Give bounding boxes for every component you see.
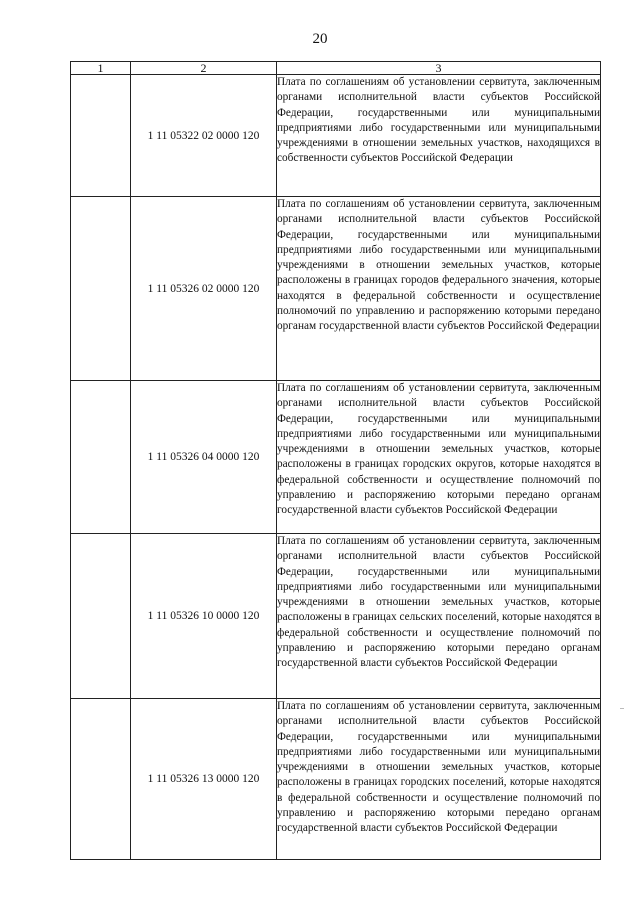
- revenue-description: Плата по соглашениям об установлении сервитута, заключенным органами исполнительной власти субъектов Российской Федерации, государственными или муниципальными предприятиями либо государственными или муниципальными учреждениями в отношении земельных участков, которые расположены в границах городов федерального значения, которые находятся в федеральной собственности и осуществление полномочий по управлению и распоряжению которыми передано органам государственной власти субъектов Российской Федерации: [277, 197, 601, 381]
- revenue-code: 1 11 05326 13 0000 120: [131, 699, 277, 860]
- table-header-row: [71, 62, 601, 75]
- column-header-3: 3: [277, 62, 601, 75]
- revenue-codes-table: [70, 61, 601, 860]
- table-row: [71, 699, 601, 860]
- revenue-code: 1 11 05322 02 0000 120: [131, 75, 277, 197]
- revenue-code: 1 11 05326 02 0000 120: [131, 197, 277, 381]
- revenue-code: 1 11 05326 10 0000 120: [131, 534, 277, 699]
- row-col1-cell: [71, 534, 131, 699]
- revenue-code: 1 11 05326 04 0000 120: [131, 381, 277, 534]
- table-row: [71, 197, 601, 381]
- revenue-description: Плата по соглашениям об установлении сервитута, заключенным органами исполнительной власти субъектов Российской Федерации, государственными или муниципальными предприятиями либо государственными или муниципальными учреждениями в отношении земельных участков, которые расположены в границах городских поселений, которые находятся в федеральной собственности и осуществление полномочий по управлению и распоряжению которыми передано органам государственной власти субъектов Российской Федерации: [277, 699, 601, 860]
- table-row: [71, 75, 601, 197]
- page-number: 20: [312, 31, 328, 47]
- row-col1-cell: [71, 381, 131, 534]
- revenue-description: Плата по соглашениям об установлении сервитута, заключенным органами исполнительной власти субъектов Российской Федерации, государственными или муниципальными предприятиями либо государственными или муниципальными учреждениями в отношении земельных участков, которые расположены в границах городских округов, которые находятся в федеральной собственности и осуществление полномочий по управлению и распоряжению которыми передано органам государственной власти субъектов Российской Федерации: [277, 381, 601, 534]
- margin-mark: [620, 708, 624, 709]
- column-header-1: 1: [71, 62, 131, 75]
- column-header-2: 2: [131, 62, 277, 75]
- row-col1-cell: [71, 197, 131, 381]
- revenue-description: Плата по соглашениям об установлении сервитута, заключенным органами исполнительной власти субъектов Российской Федерации, государственными или муниципальными предприятиями либо государственными или муниципальными учреждениями в отношении земельных участков, находящихся в собственности субъектов Российской Федерации: [277, 75, 601, 197]
- revenue-description: Плата по соглашениям об установлении сервитута, заключенным органами исполнительной власти субъектов Российской Федерации, государственными или муниципальными предприятиями либо государственными или муниципальными учреждениями в отношении земельных участков, которые расположены в границах сельских поселений, которые находятся в федеральной собственности и осуществление полномочий по управлению и распоряжению которыми передано органам государственной власти субъектов Российской Федерации: [277, 534, 601, 699]
- row-col1-cell: [71, 699, 131, 860]
- row-col1-cell: [71, 75, 131, 197]
- table-row: [71, 534, 601, 699]
- table-row: [71, 381, 601, 534]
